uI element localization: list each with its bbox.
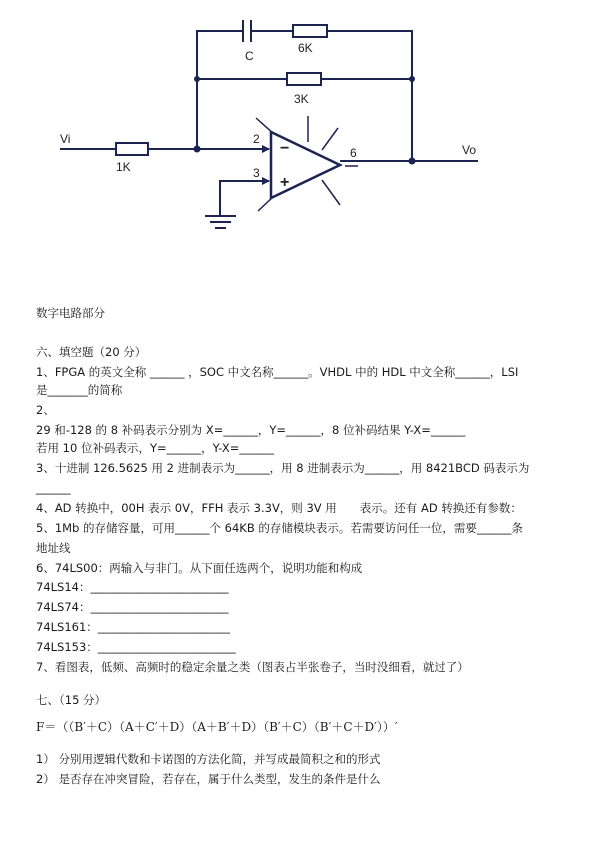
chip-item: 74LS161：_______________________ [36,620,231,634]
arrow-noninverting-input [262,177,270,185]
feedback-wire-upper [197,31,243,150]
resistor-3k [287,73,321,85]
arrow-inverting-input [262,145,270,153]
label-6k: 6K [298,41,313,55]
label-1k: 1K [116,160,131,174]
label-pin-3: 3 [253,166,260,180]
resistor-1k [116,143,148,155]
question-2-line-1: 29 和-128 的 8 补码表示分别为 X=______，Y=______，8 位补码结果 Y-X=______ [36,423,466,437]
section7-title: 七、（15 分） [36,693,107,707]
label-c: C [245,49,254,63]
question-5-line-1: 5、1Mb 的存储容量，可用______个 64KB 的存储模块表示。若需要访问任一位，需要______条 [36,521,523,535]
question-4: 4、AD 转换中，00H 表示 0V，FFH 表示 3.3V，则 3V 用 表示。还有 AD 转换还有参数： [36,501,522,515]
boolean-formula: F＝（（B′＋C）（A＋C′＋D）（A＋B′＋D）（B′＋C）（B′＋C＋D′））′ [36,720,398,734]
junction-dot-top-right [409,76,415,82]
question-3-line-1: 3、十进制 126.5625 用 2 进制表示为______，用 8 进制表示为______，用 8421BCD 码表示为 [36,461,530,475]
chip-item: 74LS153：________________________ [36,640,236,654]
question-2-line-2: 若用 10 位补码表示，Y=______，Y-X=______ [36,441,274,455]
junction-dot-top-left [194,76,200,82]
junction-dot-output [409,158,416,165]
label-vo: Vo [462,143,477,157]
subquestion-1: 1） 分别用逻辑代数和卡诺图的方法化简，并写成最简积之和的形式 [36,752,381,766]
question-6: 6、74LS00：两输入与非门。从下面任选两个，说明功能和构成 [36,561,363,575]
chip-item: 74LS14：________________________ [36,580,229,594]
question-3-line-2: ______ [36,481,71,495]
label-pin-2: 2 [253,132,260,146]
label-3k: 3K [294,92,309,106]
question-1-line-2: 是_______的简称 [36,383,123,397]
section-heading-digital: 数字电路部分 [36,306,105,320]
junction-dot-left [194,146,201,153]
question-1-line-1: 1、FPGA 的英文全称 ______ ，SOC 中文名称______。VHDL 中的 HDL 中文全称______，LSI [36,365,519,379]
section6-title: 六、填空题（20 分） [36,345,147,359]
question-2-label: 2、 [36,403,55,417]
label-minus: − [280,140,290,157]
question-7: 7、看图表，低频、高频时的稳定余量之类（图表占半张卷子，当时没细看，就过了） [36,660,469,674]
label-vi: Vi [60,132,71,146]
question-5-line-2: 地址线 [36,541,71,555]
label-pin-6: 6 [350,146,357,160]
subquestion-2: 2） 是否存在冲突冒险，若存在，属于什么类型，发生的条件是什么 [36,772,381,786]
op-amp-circuit-diagram [0,0,602,260]
resistor-6k [293,25,327,37]
label-plus: + [280,174,290,191]
chip-item: 74LS74：________________________ [36,600,229,614]
